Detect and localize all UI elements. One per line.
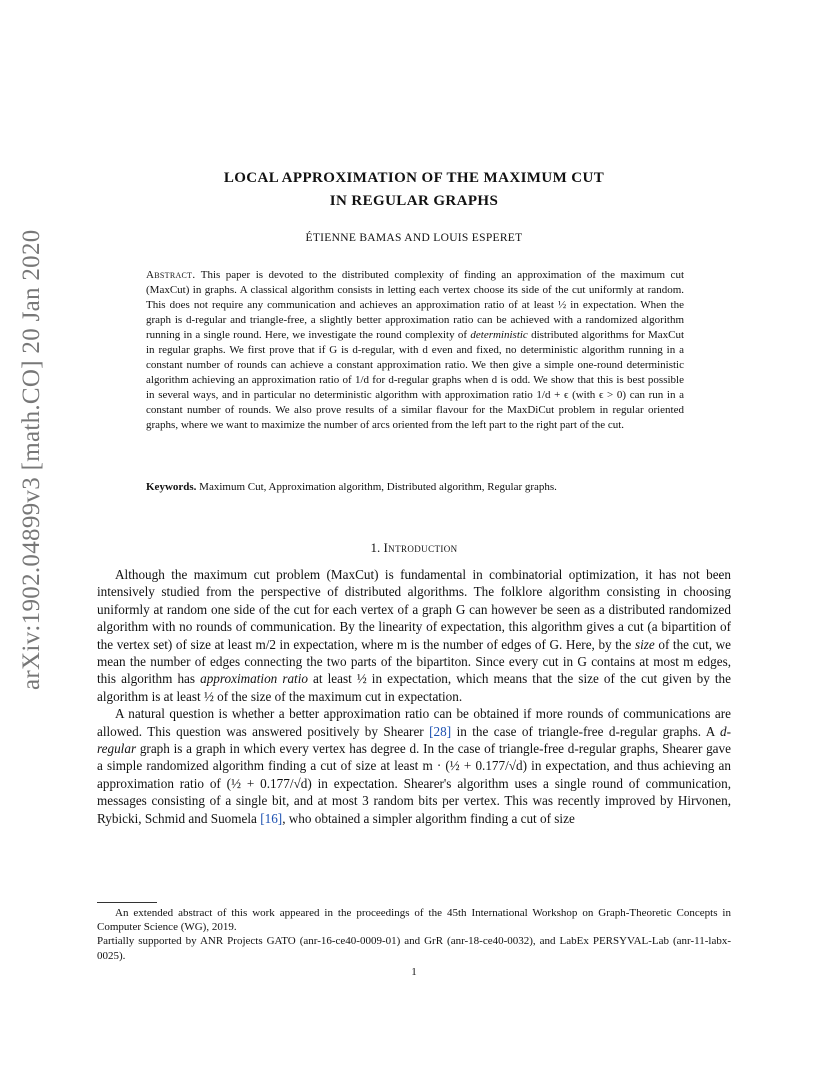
paragraph-2-text-c: graph is a graph in which every vertex has degree d. In the case of triangle-free d-regular graphs, Shearer gave a simple randomized algorithm finding a cut of size at least m · (½ + 0.177/√d) in expectation, and thus achieving an approximation ratio of (½ + 0.177/√d) in expectation. Shearer's algorithm uses a single round of communication, messages consisting of a single bit, and at most 3 random bits per vertex. This was recently improved by Hirvonen, Rybicki, Schmid and Suomela xyxy=(97,741,731,826)
section-heading xyxy=(0,540,828,556)
abstract-emphasis: deterministic xyxy=(470,329,528,341)
abstract xyxy=(146,268,684,433)
paragraph-1-text-b: of the cut, we mean the number of edges connecting the two parts of the bipartiton. Since every cut in G contains at most m edges, this algorithm has xyxy=(97,636,732,687)
abstract-text-part-1: This paper is devoted to the distributed complexity of finding an approximation of the maximum cut (MaxCut) in graphs. A classical algorithm consists in letting each vertex choose its side of the cut uniformly at random. This does not require any communication and achieves an approximation ratio of at least ½ in expectation. When the graph is d-regular and triangle-free, a slightly better approximation ratio can be achieved with a randomized algorithm running in a single round. Here, we investigate the round complexity of xyxy=(146,269,685,341)
paragraph-1-text-c: at least ½ in expectation, which means that the size of the cut given by the algorithm is at least ½ of the size of the maximum cut in expectation. xyxy=(97,671,731,704)
paragraph-2-text-b: in the case of triangle-free d-regular graphs. A xyxy=(456,723,715,739)
title-line-2: IN REGULAR GRAPHS xyxy=(329,193,499,209)
footnote-2: Partially supported by ANR Projects GATO (anr-16-ce40-0009-01) and GrR (anr-18-ce40-0032), and LabEx PERSYVAL-Lab (anr-11-labx-0025). xyxy=(97,935,731,962)
paper-title xyxy=(0,167,828,213)
paragraph-1-text-a: Although the maximum cut problem (MaxCut) is fundamental in combinatorial optimization, it has not been intensively studied from the perspective of distributed algorithms. The folklore algorithm consisting in choosing uniformly at random one side of the cut for each vertex of a graph G can however be seen as a distributed randomized algorithm with no rounds of communication. By the linearity of expectation, this algorithm gives a cut (a bipartition of the vertex set) of size at least m/2 in expectation, where m is the number of edges of G. Here, by the xyxy=(97,567,731,652)
keywords-text: Maximum Cut, Approximation algorithm, Distributed algorithm, Regular graphs. xyxy=(199,481,557,493)
section-title: Introduction xyxy=(383,540,458,555)
citation-link-16[interactable]: [16] xyxy=(260,810,283,826)
arxiv-identifier-stamp: arXiv:1902.04899v3 [math.CO] 20 Jan 2020 xyxy=(18,229,45,690)
paragraph-2-text-d: , who obtained a simpler algorithm finding a cut of size xyxy=(282,810,575,826)
page-number: 1 xyxy=(411,966,417,978)
section-number: 1. xyxy=(370,540,381,555)
citation-link-28[interactable]: [28] xyxy=(429,723,452,739)
paragraph-1-emphasis-ratio: approximation ratio xyxy=(200,671,308,687)
paragraph-2-text-a: A natural question is whether a better approximation ratio can be obtained if more rounds of communications are allowed. This question was answered positively by Shearer xyxy=(97,706,731,739)
keywords-label: Keywords. xyxy=(146,481,197,493)
title-line-1: LOCAL APPROXIMATION OF THE MAXIMUM CUT xyxy=(223,170,605,186)
footnote-divider xyxy=(97,902,157,903)
keywords xyxy=(146,480,684,495)
body-text xyxy=(97,566,731,827)
paragraph-2 xyxy=(97,705,731,827)
paragraph-1-emphasis-size: size xyxy=(634,636,655,652)
footnote-1: An extended abstract of this work appeared in the proceedings of the 45th International Workshop on Graph-Theoretic Concepts in Computer Science (WG), 2019. xyxy=(97,907,731,934)
author-list: ÉTIENNE BAMAS AND LOUIS ESPERET xyxy=(305,232,523,244)
footnotes xyxy=(97,906,731,963)
paragraph-2-emphasis: d-regular xyxy=(97,723,732,757)
abstract-label: Abstract. xyxy=(146,269,196,281)
arxiv-sidebar xyxy=(18,229,48,720)
paragraph-1 xyxy=(97,566,731,705)
abstract-text-part-2: distributed algorithms for MaxCut in regular graphs. We first prove that if G is d-regular, with d even and fixed, no deterministic algorithm running in a constant number of rounds can achieve a constant approximation ratio. We then give a simple one-round deterministic algorithm achieving an approximation ratio of 1/d for d-regular graphs when d is odd. We show that this is best possible in several ways, and in particular no deterministic algorithm with approximation ratio 1/d + ϵ (with ϵ > 0) can run in a constant number of rounds. We also prove results of a similar flavour for the MaxDiCut problem in regular oriented graphs, where we want to maximize the number of arcs oriented from the left part to the right part of the cut. xyxy=(146,329,685,431)
